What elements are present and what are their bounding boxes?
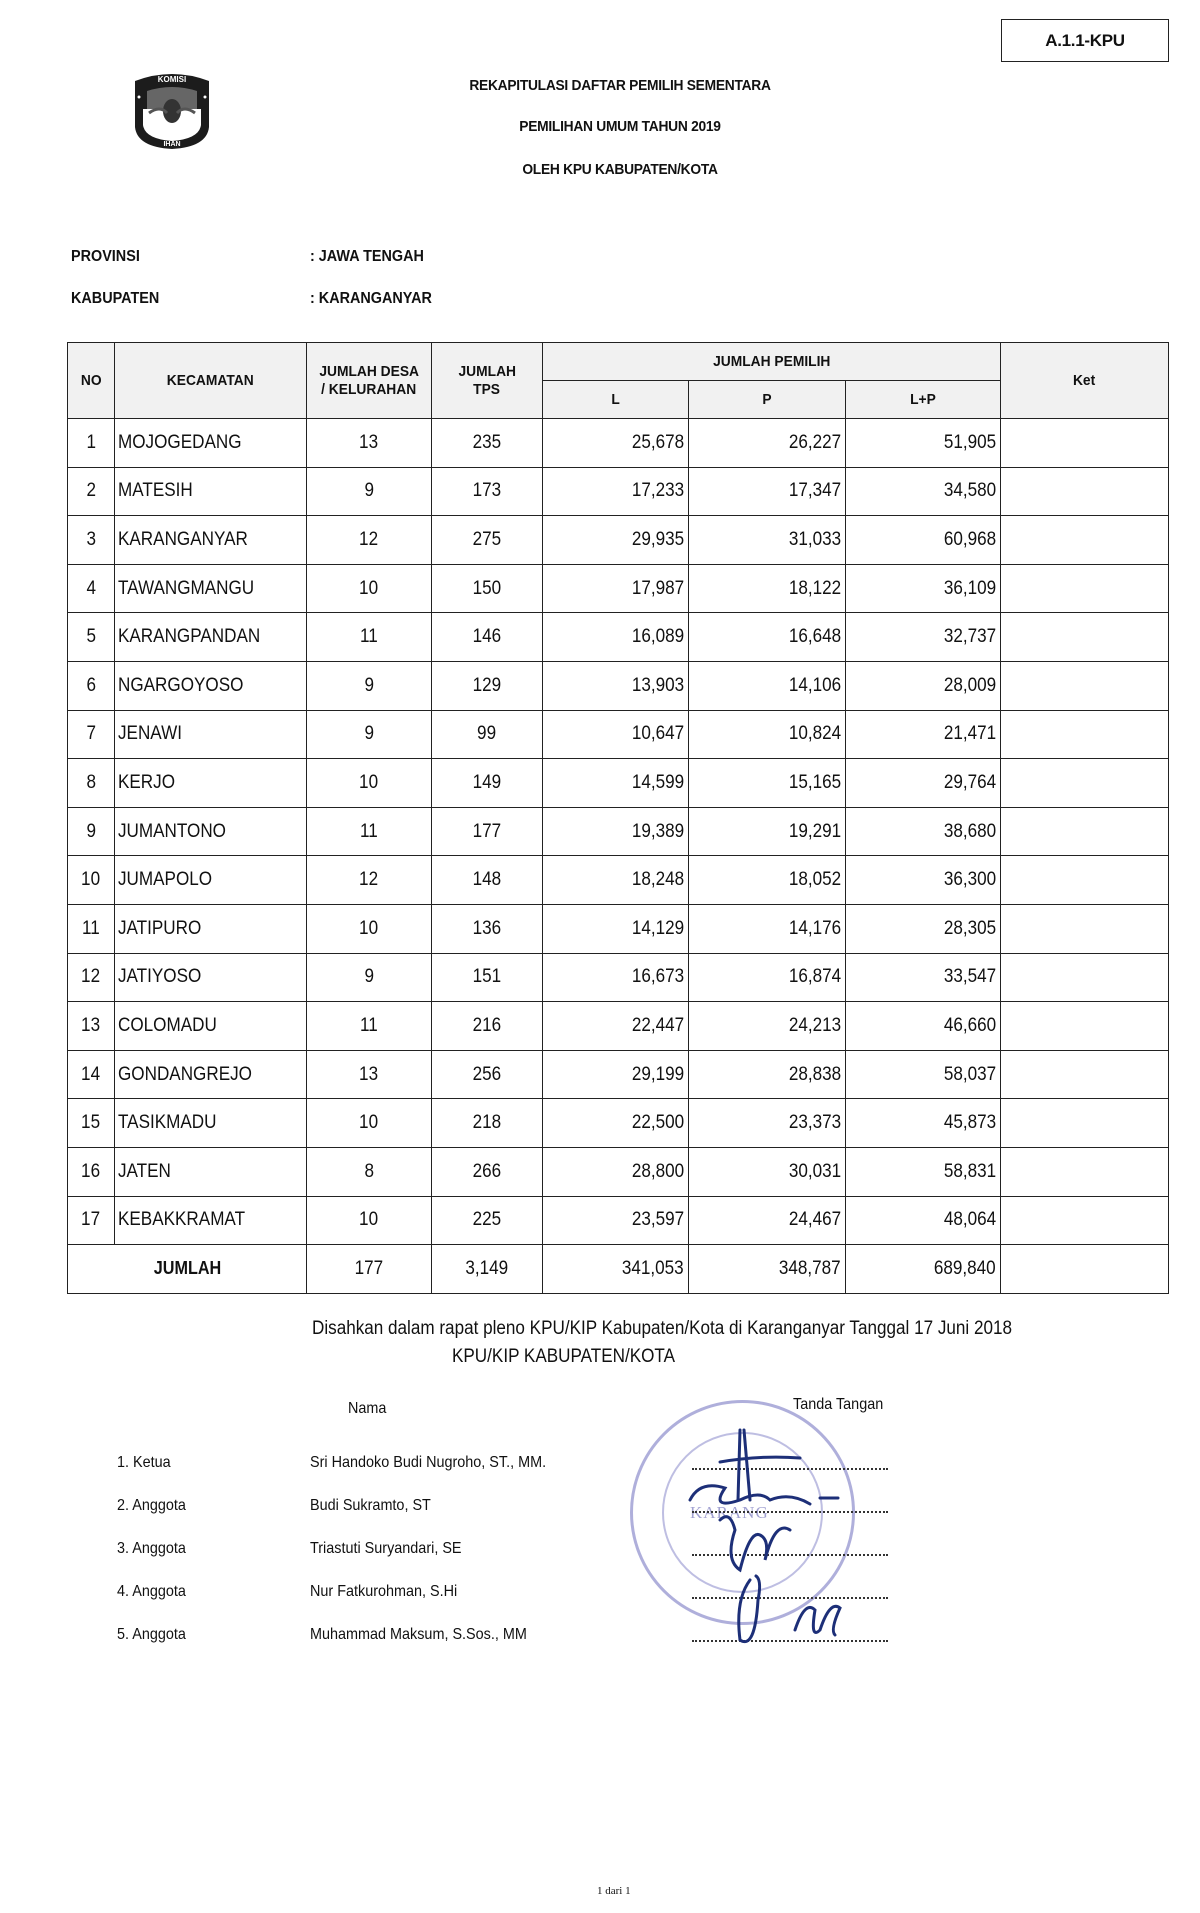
row-no: 3 <box>68 516 115 565</box>
row-jumlah-tps: 150 <box>432 564 543 613</box>
row-pemilih-p: 18,122 <box>689 564 846 613</box>
row-no: 16 <box>68 1147 115 1196</box>
signature-column-header: Tanda Tangan <box>793 1396 884 1413</box>
row-jumlah-tps: 235 <box>432 419 543 468</box>
header-jumlah-pemilih: JUMLAH PEMILIH <box>543 343 1001 381</box>
member-role: 1. Ketua <box>117 1454 171 1471</box>
row-jumlah-tps: 266 <box>432 1147 543 1196</box>
row-no: 5 <box>68 613 115 662</box>
row-kecamatan: KERJO <box>115 759 307 808</box>
row-pemilih-l: 23,597 <box>543 1196 689 1245</box>
kabupaten-value: : KARANGANYAR <box>310 290 432 307</box>
row-pemilih-l: 28,800 <box>543 1147 689 1196</box>
row-kecamatan: MATESIH <box>115 467 307 516</box>
row-kecamatan: TAWANGMANGU <box>115 564 307 613</box>
row-ket <box>1001 1147 1169 1196</box>
provinsi-value: : JAWA TENGAH <box>310 248 424 265</box>
row-kecamatan: MOJOGEDANG <box>115 419 307 468</box>
row-pemilih-lp: 33,547 <box>846 953 1001 1002</box>
doc-title: REKAPITULASI DAFTAR PEMILIH SEMENTARA <box>469 77 771 94</box>
row-ket <box>1001 759 1169 808</box>
row-pemilih-lp: 28,009 <box>846 661 1001 710</box>
row-pemilih-lp: 38,680 <box>846 807 1001 856</box>
table-row <box>68 1002 1169 1051</box>
header-kecamatan: KECAMATAN <box>115 343 307 419</box>
row-pemilih-lp: 28,305 <box>846 904 1001 953</box>
row-no: 7 <box>68 710 115 759</box>
row-pemilih-lp: 21,471 <box>846 710 1001 759</box>
row-no: 8 <box>68 759 115 808</box>
row-ket <box>1001 467 1169 516</box>
row-jumlah-desa: 12 <box>307 516 432 565</box>
row-kecamatan: COLOMADU <box>115 1002 307 1051</box>
row-pemilih-lp: 29,764 <box>846 759 1001 808</box>
row-pemilih-p: 14,106 <box>689 661 846 710</box>
doc-subtitle-kpu: OLEH KPU KABUPATEN/KOTA <box>522 161 718 178</box>
row-kecamatan: GONDANGREJO <box>115 1050 307 1099</box>
row-pemilih-lp: 46,660 <box>846 1002 1001 1051</box>
row-kecamatan: KARANGANYAR <box>115 516 307 565</box>
row-no: 9 <box>68 807 115 856</box>
row-pemilih-p: 30,031 <box>689 1147 846 1196</box>
row-pemilih-lp: 36,109 <box>846 564 1001 613</box>
row-ket <box>1001 516 1169 565</box>
row-jumlah-desa: 13 <box>307 419 432 468</box>
row-pemilih-l: 19,389 <box>543 807 689 856</box>
row-pemilih-p: 16,874 <box>689 953 846 1002</box>
member-name: Triastuti Suryandari, SE <box>310 1540 462 1557</box>
row-ket <box>1001 1050 1169 1099</box>
row-jumlah-desa: 9 <box>307 467 432 516</box>
row-no: 1 <box>68 419 115 468</box>
row-pemilih-p: 10,824 <box>689 710 846 759</box>
row-pemilih-l: 14,129 <box>543 904 689 953</box>
total-label: JUMLAH <box>68 1245 307 1294</box>
table-row <box>68 467 1169 516</box>
form-code: A.1.1-KPU <box>1045 30 1125 50</box>
form-code-box <box>1001 19 1169 62</box>
svg-text:KOMISI: KOMISI <box>157 75 187 84</box>
table-row <box>68 419 1169 468</box>
row-pemilih-p: 26,227 <box>689 419 846 468</box>
row-pemilih-l: 18,248 <box>543 856 689 905</box>
row-kecamatan: KEBAKKRAMAT <box>115 1196 307 1245</box>
header-jumlah-tps: JUMLAH TPS <box>432 343 543 419</box>
row-kecamatan: JATEN <box>115 1147 307 1196</box>
row-ket <box>1001 807 1169 856</box>
row-jumlah-tps: 216 <box>432 1002 543 1051</box>
row-ket <box>1001 1099 1169 1148</box>
table-row <box>68 1147 1169 1196</box>
row-jumlah-tps: 275 <box>432 516 543 565</box>
row-pemilih-p: 19,291 <box>689 807 846 856</box>
table-row <box>68 710 1169 759</box>
header-l: L <box>543 381 689 419</box>
row-pemilih-lp: 58,831 <box>846 1147 1001 1196</box>
header-ket: Ket <box>1001 343 1169 419</box>
row-ket <box>1001 856 1169 905</box>
table-row <box>68 516 1169 565</box>
row-pemilih-p: 31,033 <box>689 516 846 565</box>
row-jumlah-desa: 11 <box>307 1002 432 1051</box>
table-row <box>68 759 1169 808</box>
row-jumlah-tps: 256 <box>432 1050 543 1099</box>
table-row <box>68 904 1169 953</box>
row-jumlah-tps: 136 <box>432 904 543 953</box>
total-desa: 177 <box>307 1245 432 1294</box>
page-number: 1 dari 1 <box>597 1885 631 1897</box>
row-jumlah-desa: 10 <box>307 904 432 953</box>
row-ket <box>1001 904 1169 953</box>
row-jumlah-desa: 9 <box>307 710 432 759</box>
member-role: 2. Anggota <box>117 1497 186 1514</box>
row-pemilih-p: 16,648 <box>689 613 846 662</box>
row-kecamatan: KARANGPANDAN <box>115 613 307 662</box>
total-ket <box>1001 1245 1169 1294</box>
row-no: 12 <box>68 953 115 1002</box>
row-pemilih-l: 22,447 <box>543 1002 689 1051</box>
kpu-garuda-emblem-icon <box>127 69 217 151</box>
row-jumlah-tps: 99 <box>432 710 543 759</box>
table-row <box>68 1196 1169 1245</box>
row-jumlah-tps: 149 <box>432 759 543 808</box>
row-pemilih-lp: 34,580 <box>846 467 1001 516</box>
row-jumlah-tps: 151 <box>432 953 543 1002</box>
row-no: 10 <box>68 856 115 905</box>
member-role: 4. Anggota <box>117 1583 186 1600</box>
row-jumlah-desa: 9 <box>307 953 432 1002</box>
row-jumlah-desa: 10 <box>307 759 432 808</box>
row-pemilih-p: 18,052 <box>689 856 846 905</box>
row-ket <box>1001 419 1169 468</box>
name-column-header: Nama <box>348 1400 387 1417</box>
row-pemilih-l: 10,647 <box>543 710 689 759</box>
row-pemilih-lp: 60,968 <box>846 516 1001 565</box>
row-jumlah-desa: 9 <box>307 661 432 710</box>
row-no: 4 <box>68 564 115 613</box>
row-pemilih-lp: 48,064 <box>846 1196 1001 1245</box>
row-pemilih-l: 17,233 <box>543 467 689 516</box>
total-row <box>68 1245 1169 1294</box>
row-ket <box>1001 564 1169 613</box>
row-ket <box>1001 710 1169 759</box>
row-kecamatan: JUMANTONO <box>115 807 307 856</box>
row-kecamatan: JATIPURO <box>115 904 307 953</box>
total-p: 348,787 <box>689 1245 846 1294</box>
row-ket <box>1001 1002 1169 1051</box>
svg-text:IHAN: IHAN <box>163 141 181 148</box>
approval-statement: Disahkan dalam rapat pleno KPU/KIP Kabupaten/Kota di Karanganyar Tanggal 17 Juni 2018 <box>312 1318 1013 1339</box>
row-ket <box>1001 613 1169 662</box>
row-pemilih-l: 16,089 <box>543 613 689 662</box>
header-jumlah-desa: JUMLAH DESA / KELURAHAN <box>307 343 432 419</box>
row-no: 17 <box>68 1196 115 1245</box>
total-l: 341,053 <box>543 1245 689 1294</box>
table-row <box>68 564 1169 613</box>
row-jumlah-desa: 12 <box>307 856 432 905</box>
row-pemilih-p: 24,467 <box>689 1196 846 1245</box>
kabupaten-label: KABUPATEN <box>71 290 160 307</box>
header-lp: L+P <box>846 381 1001 419</box>
signature-scribbles-icon <box>680 1400 900 1660</box>
row-pemilih-l: 29,935 <box>543 516 689 565</box>
table-row <box>68 1099 1169 1148</box>
member-name: Muhammad Maksum, S.Sos., MM <box>310 1626 527 1643</box>
row-jumlah-desa: 10 <box>307 1099 432 1148</box>
table-row <box>68 1050 1169 1099</box>
row-jumlah-tps: 173 <box>432 467 543 516</box>
voter-recap-table <box>67 342 1169 1294</box>
table-row <box>68 613 1169 662</box>
row-jumlah-tps: 177 <box>432 807 543 856</box>
row-pemilih-l: 25,678 <box>543 419 689 468</box>
row-pemilih-l: 22,500 <box>543 1099 689 1148</box>
row-jumlah-tps: 148 <box>432 856 543 905</box>
member-name: Sri Handoko Budi Nugroho, ST., MM. <box>310 1454 547 1471</box>
row-no: 13 <box>68 1002 115 1051</box>
total-lp: 689,840 <box>846 1245 1001 1294</box>
table-row <box>68 856 1169 905</box>
row-pemilih-l: 16,673 <box>543 953 689 1002</box>
doc-subtitle-election: PEMILIHAN UMUM TAHUN 2019 <box>519 118 721 135</box>
row-jumlah-tps: 146 <box>432 613 543 662</box>
row-no: 11 <box>68 904 115 953</box>
row-no: 14 <box>68 1050 115 1099</box>
row-pemilih-p: 23,373 <box>689 1099 846 1148</box>
row-kecamatan: JENAWI <box>115 710 307 759</box>
row-jumlah-tps: 129 <box>432 661 543 710</box>
row-ket <box>1001 661 1169 710</box>
row-pemilih-l: 14,599 <box>543 759 689 808</box>
row-jumlah-desa: 11 <box>307 613 432 662</box>
member-name: Budi Sukramto, ST <box>310 1497 431 1514</box>
row-jumlah-tps: 218 <box>432 1099 543 1148</box>
row-jumlah-tps: 225 <box>432 1196 543 1245</box>
row-pemilih-lp: 32,737 <box>846 613 1001 662</box>
row-kecamatan: JUMAPOLO <box>115 856 307 905</box>
row-pemilih-lp: 45,873 <box>846 1099 1001 1148</box>
row-ket <box>1001 953 1169 1002</box>
row-ket <box>1001 1196 1169 1245</box>
provinsi-label: PROVINSI <box>71 248 140 265</box>
row-pemilih-l: 13,903 <box>543 661 689 710</box>
row-kecamatan: TASIKMADU <box>115 1099 307 1148</box>
table-row <box>68 953 1169 1002</box>
row-pemilih-p: 28,838 <box>689 1050 846 1099</box>
member-role: 5. Anggota <box>117 1626 186 1643</box>
row-jumlah-desa: 10 <box>307 1196 432 1245</box>
member-role: 3. Anggota <box>117 1540 186 1557</box>
table-row <box>68 807 1169 856</box>
row-pemilih-l: 17,987 <box>543 564 689 613</box>
row-kecamatan: NGARGOYOSO <box>115 661 307 710</box>
row-pemilih-p: 14,176 <box>689 904 846 953</box>
row-pemilih-lp: 51,905 <box>846 419 1001 468</box>
row-no: 2 <box>68 467 115 516</box>
stamp-text: KARANG <box>690 1503 769 1522</box>
row-pemilih-p: 24,213 <box>689 1002 846 1051</box>
total-tps: 3,149 <box>432 1245 543 1294</box>
row-jumlah-desa: 11 <box>307 807 432 856</box>
member-name: Nur Fatkurohman, S.Hi <box>310 1583 458 1600</box>
row-jumlah-desa: 10 <box>307 564 432 613</box>
row-pemilih-p: 15,165 <box>689 759 846 808</box>
row-pemilih-lp: 36,300 <box>846 856 1001 905</box>
row-pemilih-p: 17,347 <box>689 467 846 516</box>
header-p: P <box>689 381 846 419</box>
table-row <box>68 661 1169 710</box>
row-no: 15 <box>68 1099 115 1148</box>
approval-body: KPU/KIP KABUPATEN/KOTA <box>452 1346 676 1367</box>
row-no: 6 <box>68 661 115 710</box>
row-kecamatan: JATIYOSO <box>115 953 307 1002</box>
row-jumlah-desa: 8 <box>307 1147 432 1196</box>
row-pemilih-lp: 58,037 <box>846 1050 1001 1099</box>
header-no: NO <box>68 343 115 419</box>
row-pemilih-l: 29,199 <box>543 1050 689 1099</box>
row-jumlah-desa: 13 <box>307 1050 432 1099</box>
